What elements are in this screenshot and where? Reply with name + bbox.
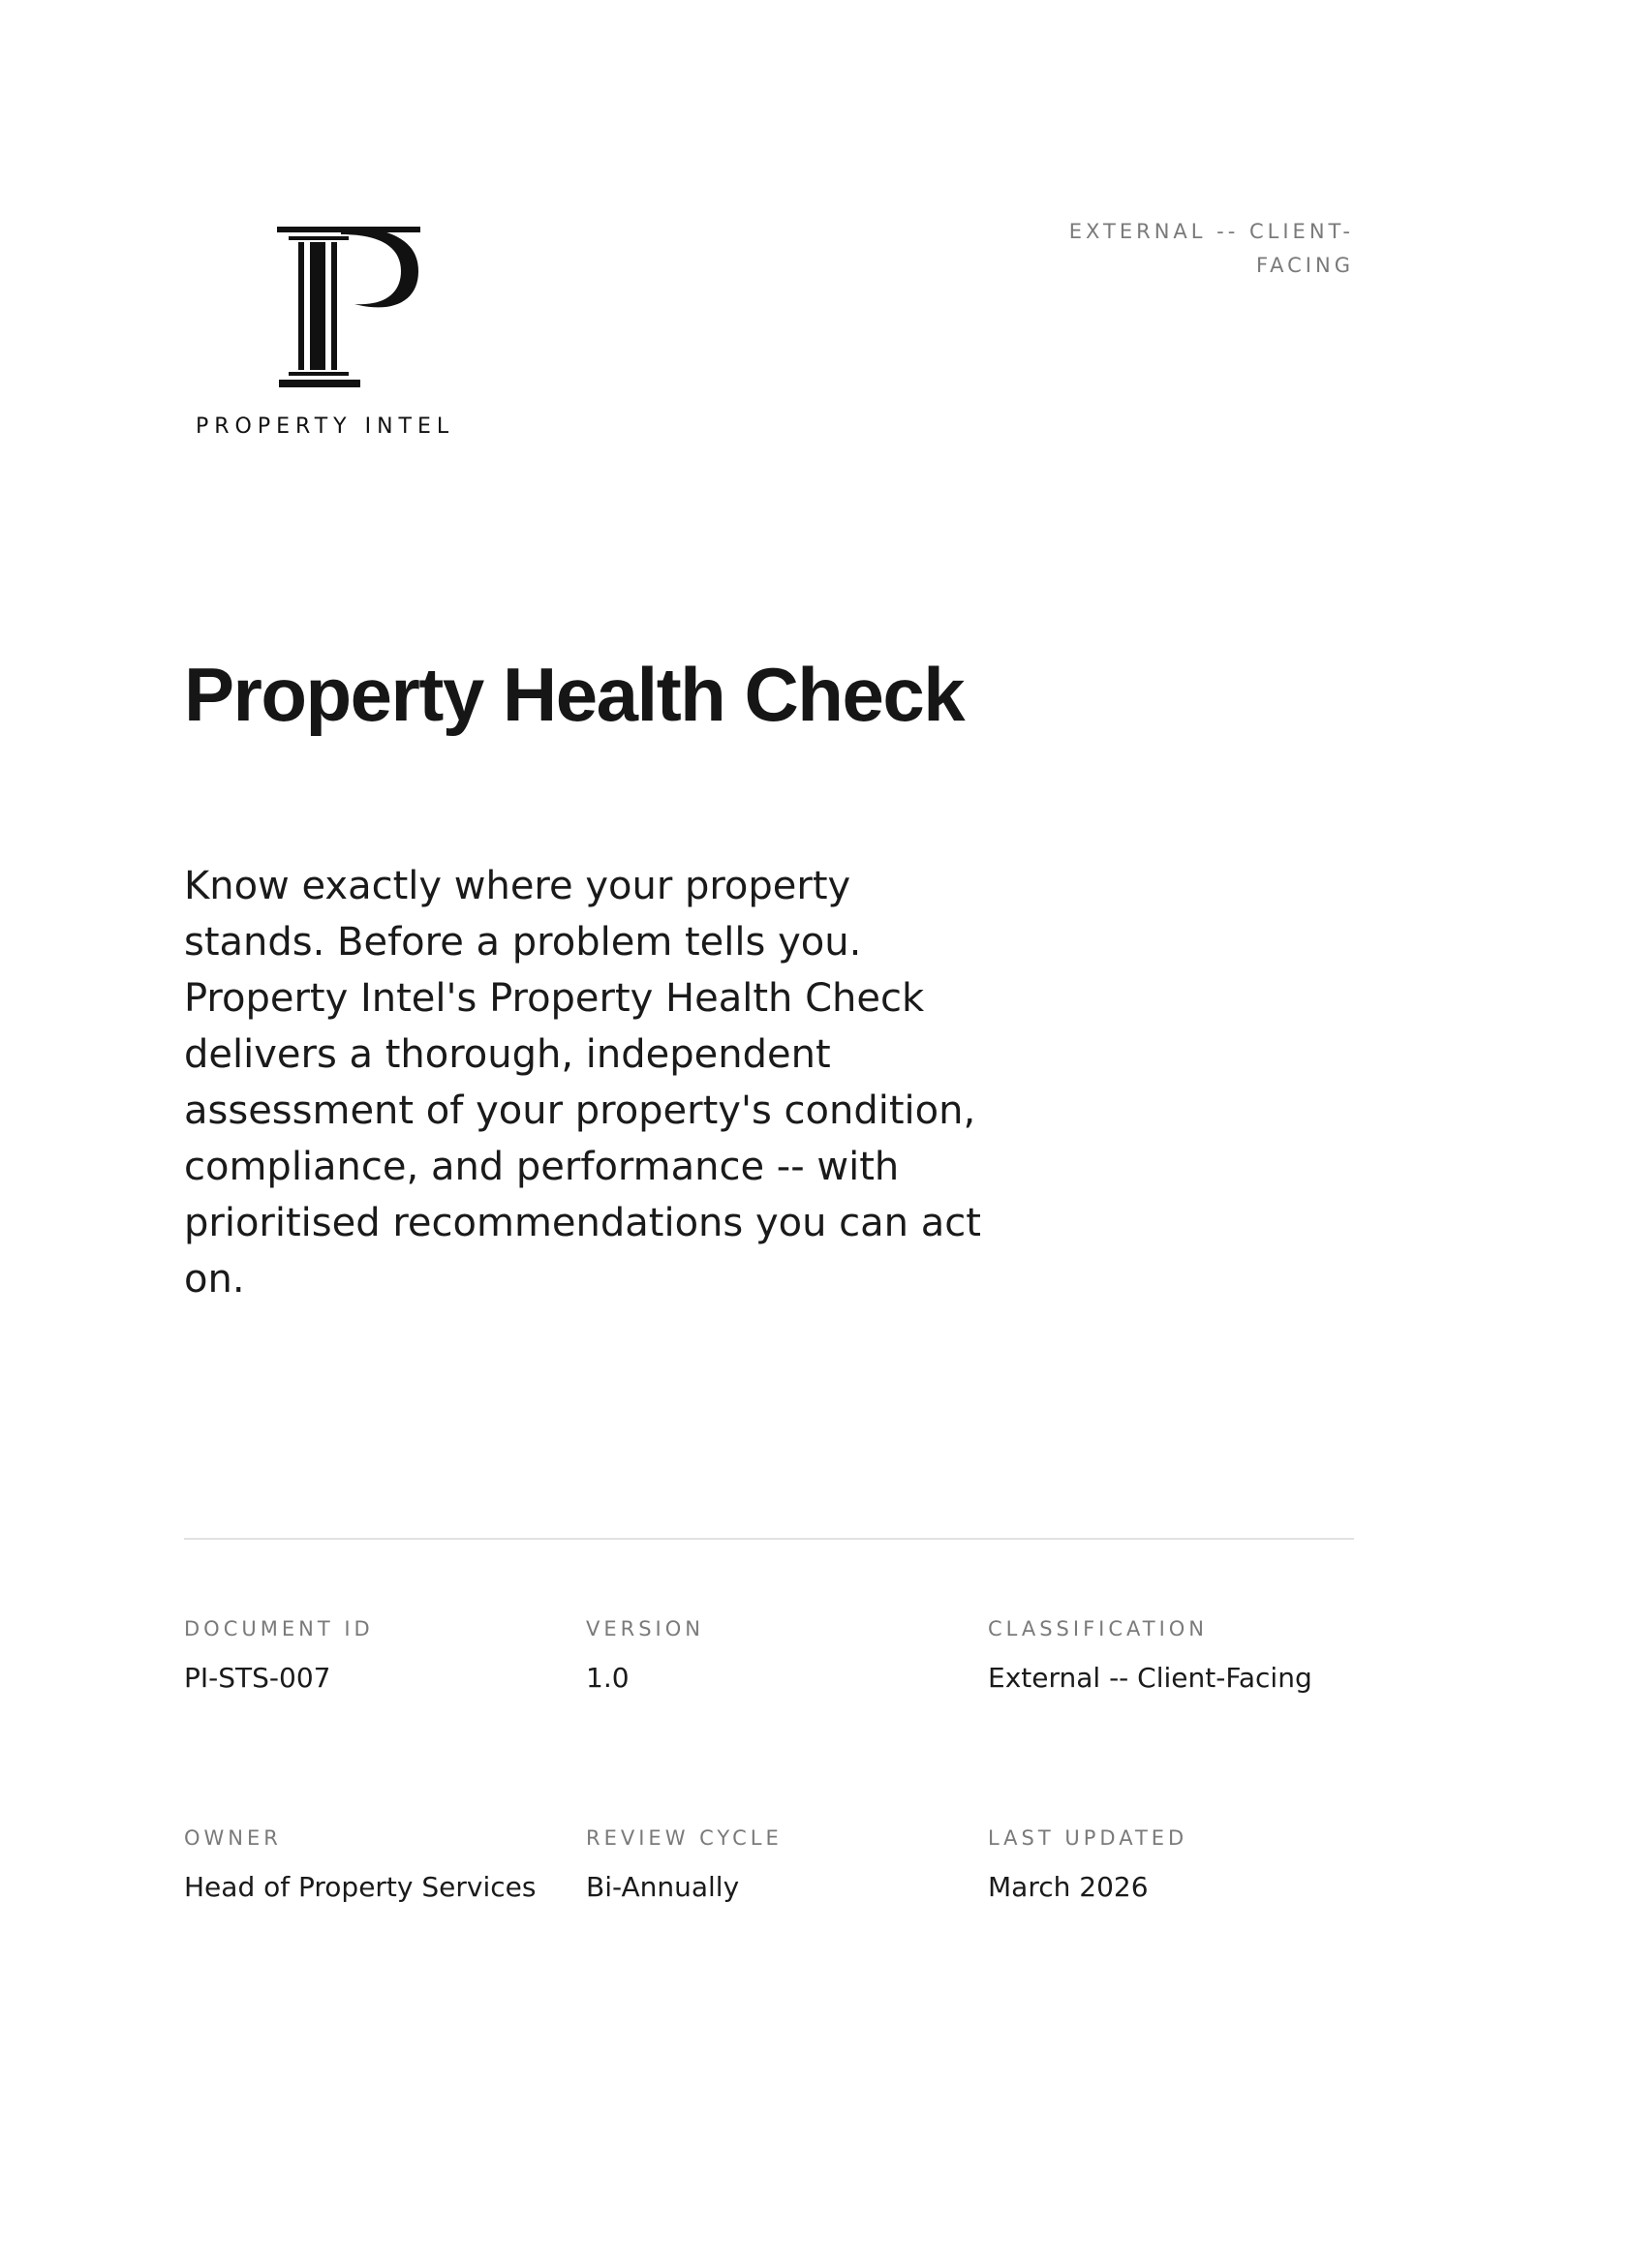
meta-document-id	[184, 1617, 571, 1694]
meta-value: PI-STS-007	[184, 1662, 331, 1694]
page-title: Property Health Check	[184, 652, 965, 737]
classification-tag: EXTERNAL -- CLIENT-FACING	[1068, 220, 1354, 277]
intro-paragraph: Know exactly where your property stands. Before a problem tells you. Property Intel's Property Health Check delivers a thorough, independent assessment of your property's condition, compliance, and performance -- with prioritised recommendations you can act on.	[184, 864, 981, 1302]
meta-label: LAST UPDATED	[988, 1826, 1188, 1850]
meta-label: CLASSIFICATION	[988, 1617, 1208, 1640]
meta-value: March 2026	[988, 1871, 1149, 1903]
pillar-p-logo-icon	[277, 221, 420, 393]
meta-value: 1.0	[586, 1662, 630, 1694]
meta-label: OWNER	[184, 1826, 282, 1850]
section-divider	[184, 1538, 1354, 1540]
meta-classification	[988, 1617, 1375, 1694]
meta-label: REVIEW CYCLE	[586, 1826, 783, 1850]
meta-last-updated	[988, 1826, 1375, 1903]
meta-label: DOCUMENT ID	[184, 1617, 374, 1640]
meta-value: Bi-Annually	[586, 1871, 740, 1903]
meta-owner	[184, 1826, 571, 1903]
meta-label: VERSION	[586, 1617, 704, 1640]
meta-review-cycle	[586, 1826, 973, 1903]
meta-value: Head of Property Services	[184, 1871, 537, 1903]
meta-version	[586, 1617, 973, 1694]
brand-name: PROPERTY INTEL	[196, 414, 455, 439]
meta-value: External -- Client-Facing	[988, 1662, 1312, 1694]
